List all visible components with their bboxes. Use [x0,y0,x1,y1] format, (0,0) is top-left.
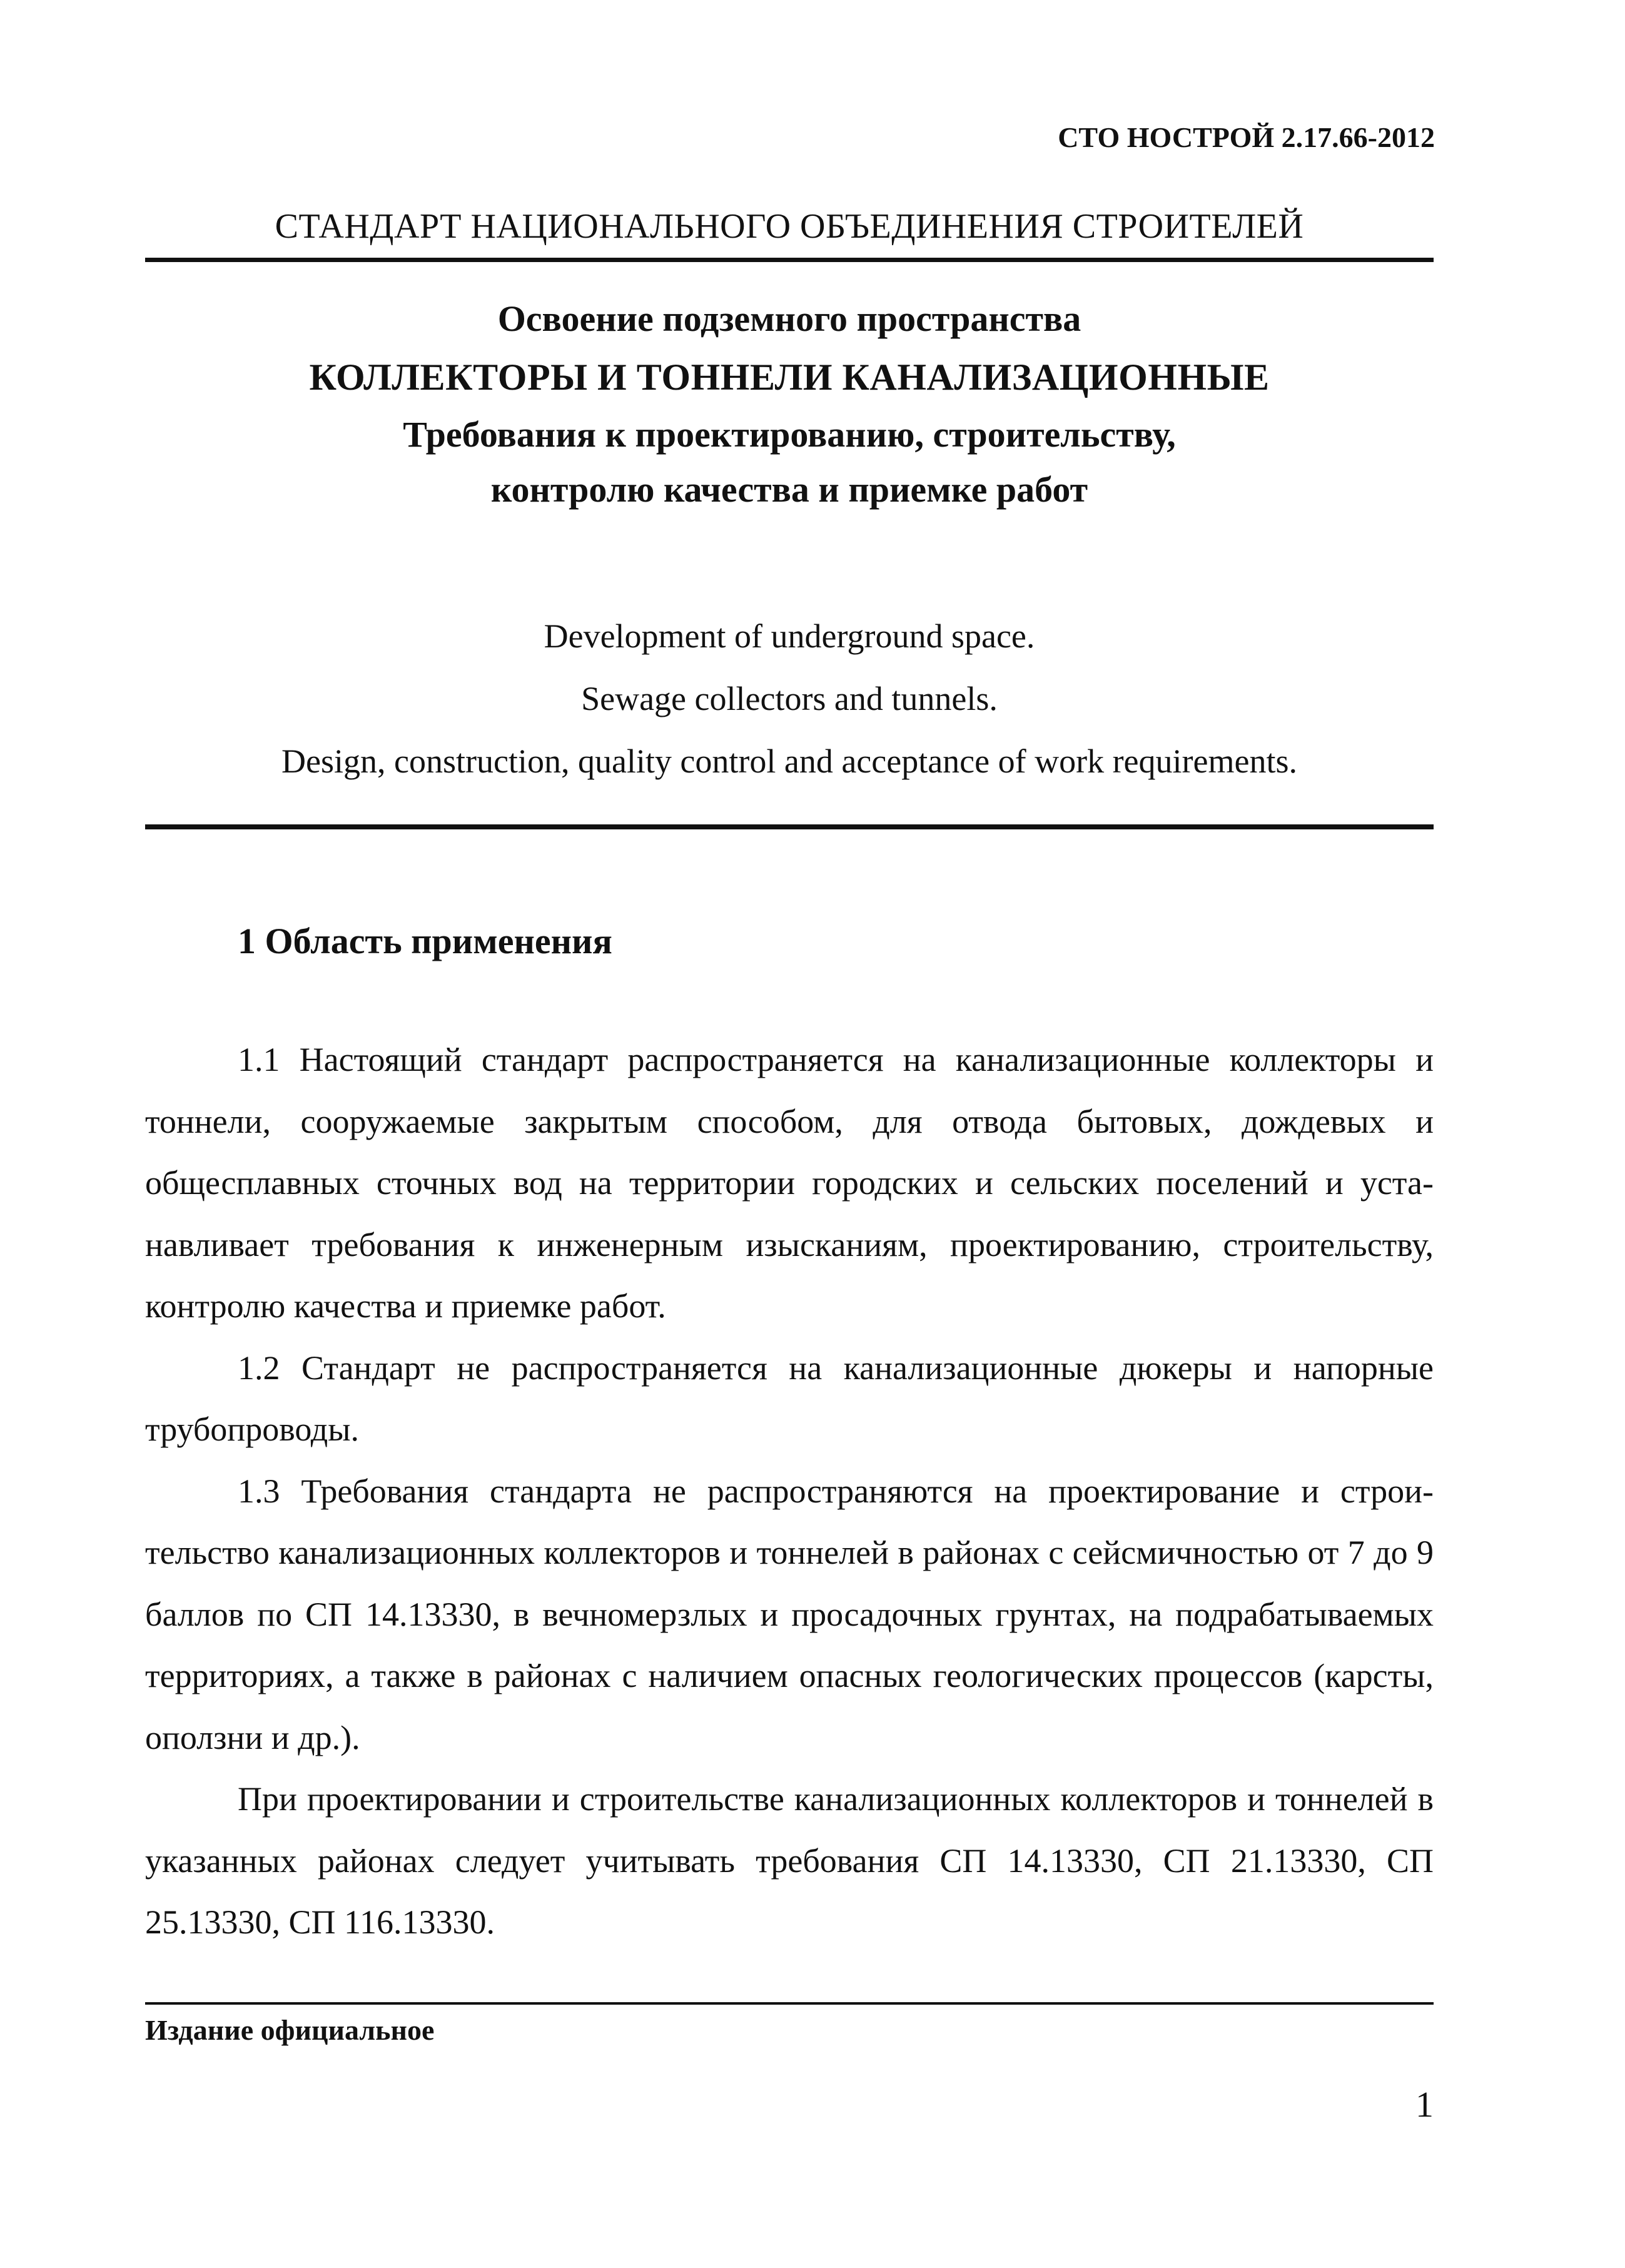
title-subtitle-line-1: Требования к проектированию, строительству, [403,414,1176,455]
paragraph-note: При проектировании и строительстве канализационных коллекторов и тоннелей в указанных районах следует учитывать требования СП 14.13330, СП 21.13330, СП 25.13330, СП 116.13330. [145,1780,1434,1941]
english-title-line-1: Development of underground space. [544,617,1035,655]
english-title-line-2: Sewage collectors and tunnels. [581,680,998,717]
section-heading: 1 Область применения [238,921,612,961]
edition-label: Издание официальное [145,2014,435,2046]
section-body [145,1029,1434,1953]
title-subtitle-line-2: контролю качества и приемке работ [490,469,1088,510]
paragraph-1-3: 1.3 Требования стандарта не распространяются на проектирование и строительство канализационных коллекторов и тоннелей в районах с сейсмичностью от 7 до 9 баллов по СП 14.13330, в вечномерзлых и просадочных грунтах, на подрабатываемых территориях, а также в районах с наличием опасных геологических процессов (карсты, оползни и др.). [145,1472,1434,1756]
paragraph-1-1: 1.1 Настоящий стандарт распространяется на канализационные коллекторы и тоннели, сооружаемые закрытым способом, для отвода бытовых, дождевых и общесплавных сточных вод на территории городских и сельских поселений и устанавливает требования к инженерным изысканиям, проектированию, строительству, контролю качества и приемке работ. [145,1041,1434,1325]
organization-title: СТАНДАРТ НАЦИОНАЛЬНОГО ОБЪЕДИНЕНИЯ СТРОИТЕЛЕЙ [275,207,1304,246]
english-title-line-3: Design, construction, quality control and acceptance of work requirements. [281,742,1297,780]
title-subject: Освоение подземного пространства [497,298,1081,339]
top-divider [145,258,1434,262]
title-main: КОЛЛЕКТОРЫ И ТОННЕЛИ КАНАЛИЗАЦИОННЫЕ [309,357,1270,398]
middle-divider [145,824,1434,829]
title-block [145,291,1434,517]
paragraph-1-2: 1.2 Стандарт не распространяется на канализационные дюкеры и напорные трубопроводы. [145,1349,1434,1448]
page-number: 1 [1415,2084,1434,2125]
document-code: СТО НОСТРОЙ 2.17.66-2012 [1058,121,1435,153]
footer-divider [145,2002,1434,2005]
english-title-block [145,605,1434,792]
